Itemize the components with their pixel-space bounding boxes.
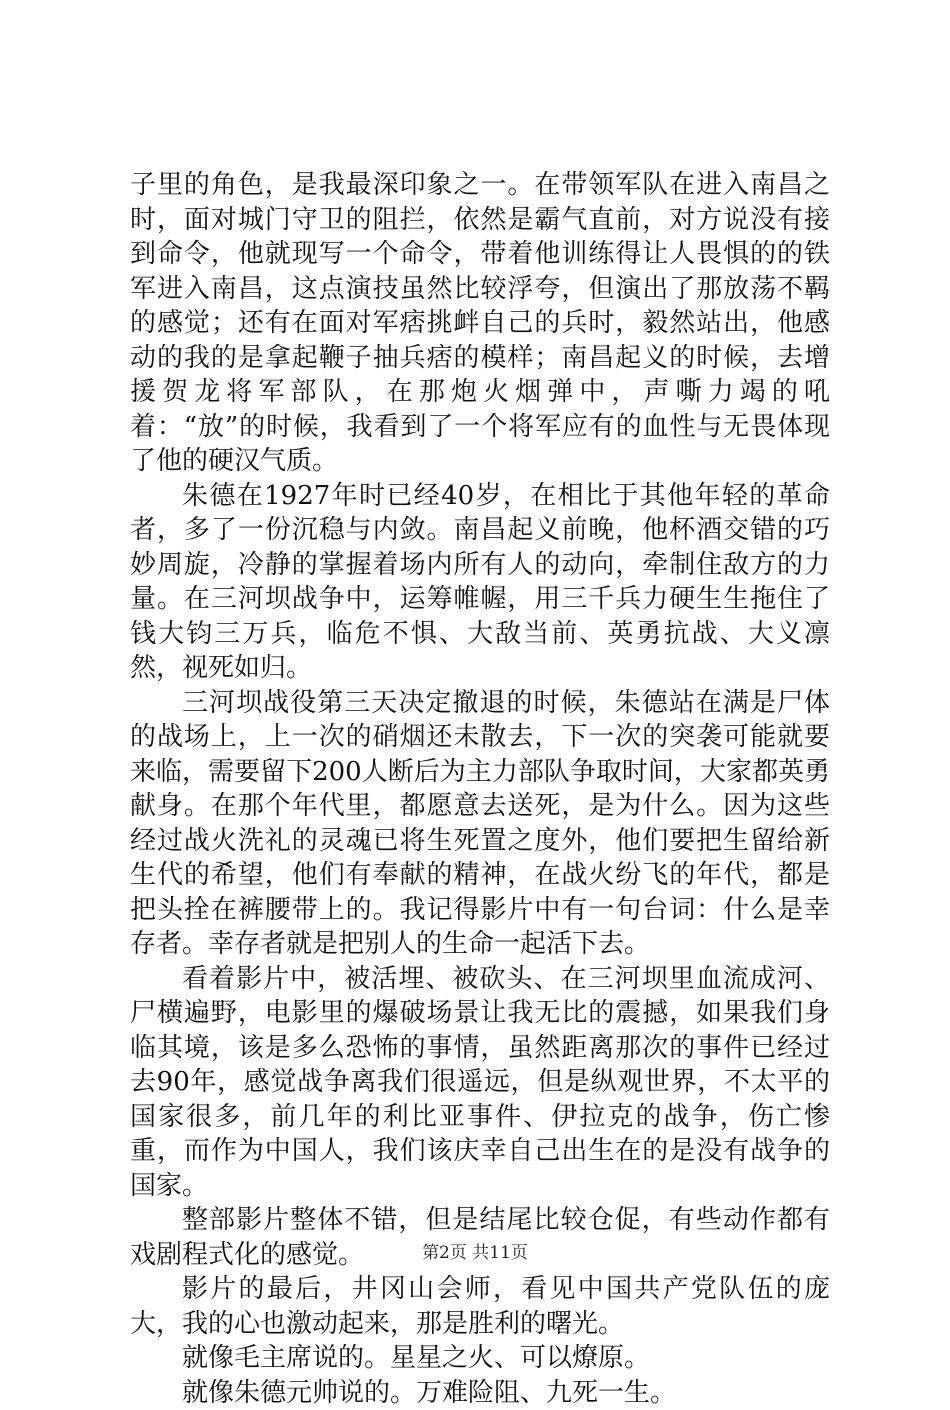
paragraph-1: 子里的角色，是我最深印象之一。在带领军队在进入南昌之时，面对城门守卫的阻拦，依然是霸气直前，对方说没有接到命令，他就现写一个命令，带着他训练得让人畏惧的的铁军进入南昌，这点演技虽然比较浮夸，但演出了那放荡不羁的感觉；还有在面对军痞挑衅自己的兵时，毅然站出，他感动的我的是拿起鞭子抽兵痞的模样；南昌起义的时候，去增援贺龙将军部队，在那炮火烟弹中，声嘶力竭的吼着：“放”的时候，我看到了一个将军应有的血性与无畏体现了他的硬汉气质。 [130, 168, 830, 479]
paragraph-4: 看着影片中，被活埋、被砍头、在三河坝里血流成河、尸横遍野，电影里的爆破场景让我无比的震撼，如果我们身临其境，该是多么恐怖的事情，虽然距离那次的事件已经过去90年，感觉战争离我们很遥远，但是纵观世界，不太平的国家很多，前几年的利比亚事件、伊拉克的战争，伤亡惨重，而作为中国人，我们该庆幸自己出生在的是没有战争的国家。 [130, 962, 830, 1204]
paragraph-8: 就像朱德元帅说的。万难险阻、九死一生。 [130, 1376, 830, 1410]
paragraph-5: 整部影片整体不错，但是结尾比较仓促，有些动作都有戏剧程式化的感觉。 [130, 1203, 830, 1272]
page-footer [0, 1242, 950, 1264]
paragraph-3: 三河坝战役第三天决定撤退的时候，朱德站在满是尸体的战场上，上一次的硝烟还未散去，下一次的突袭可能就要来临，需要留下200人断后为主力部队争取时间，大家都英勇献身。在那个年代里，都愿意去送死，是为什么。因为这些经过战火洗礼的灵魂已将生死置之度外，他们要把生留给新生代的希望，他们有奉献的精神，在战火纷飞的年代，都是把头拴在裤腰带上的。我记得影片中有一句台词：什么是幸存者。幸存者就是把别人的生命一起活下去。 [130, 686, 830, 962]
paragraph-6: 影片的最后，井冈山会师，看见中国共产党队伍的庞大，我的心也激动起来，那是胜利的曙光。 [130, 1272, 830, 1341]
document-body [130, 168, 830, 1410]
page-number-label: 第2页 共11页 [422, 1243, 528, 1263]
paragraph-2: 朱德在1927年时已经40岁，在相比于其他年轻的革命者，多了一份沉稳与内敛。南昌起义前晚，他杯酒交错的巧妙周旋，冷静的掌握着场内所有人的动向，牵制住敌方的力量。在三河坝战争中，运筹帷幄，用三千兵力硬生生拖住了钱大钧三万兵，临危不惧、大敌当前、英勇抗战、大义凛然，视死如归。 [130, 479, 830, 686]
paragraph-7: 就像毛主席说的。星星之火、可以燎原。 [130, 1341, 830, 1376]
